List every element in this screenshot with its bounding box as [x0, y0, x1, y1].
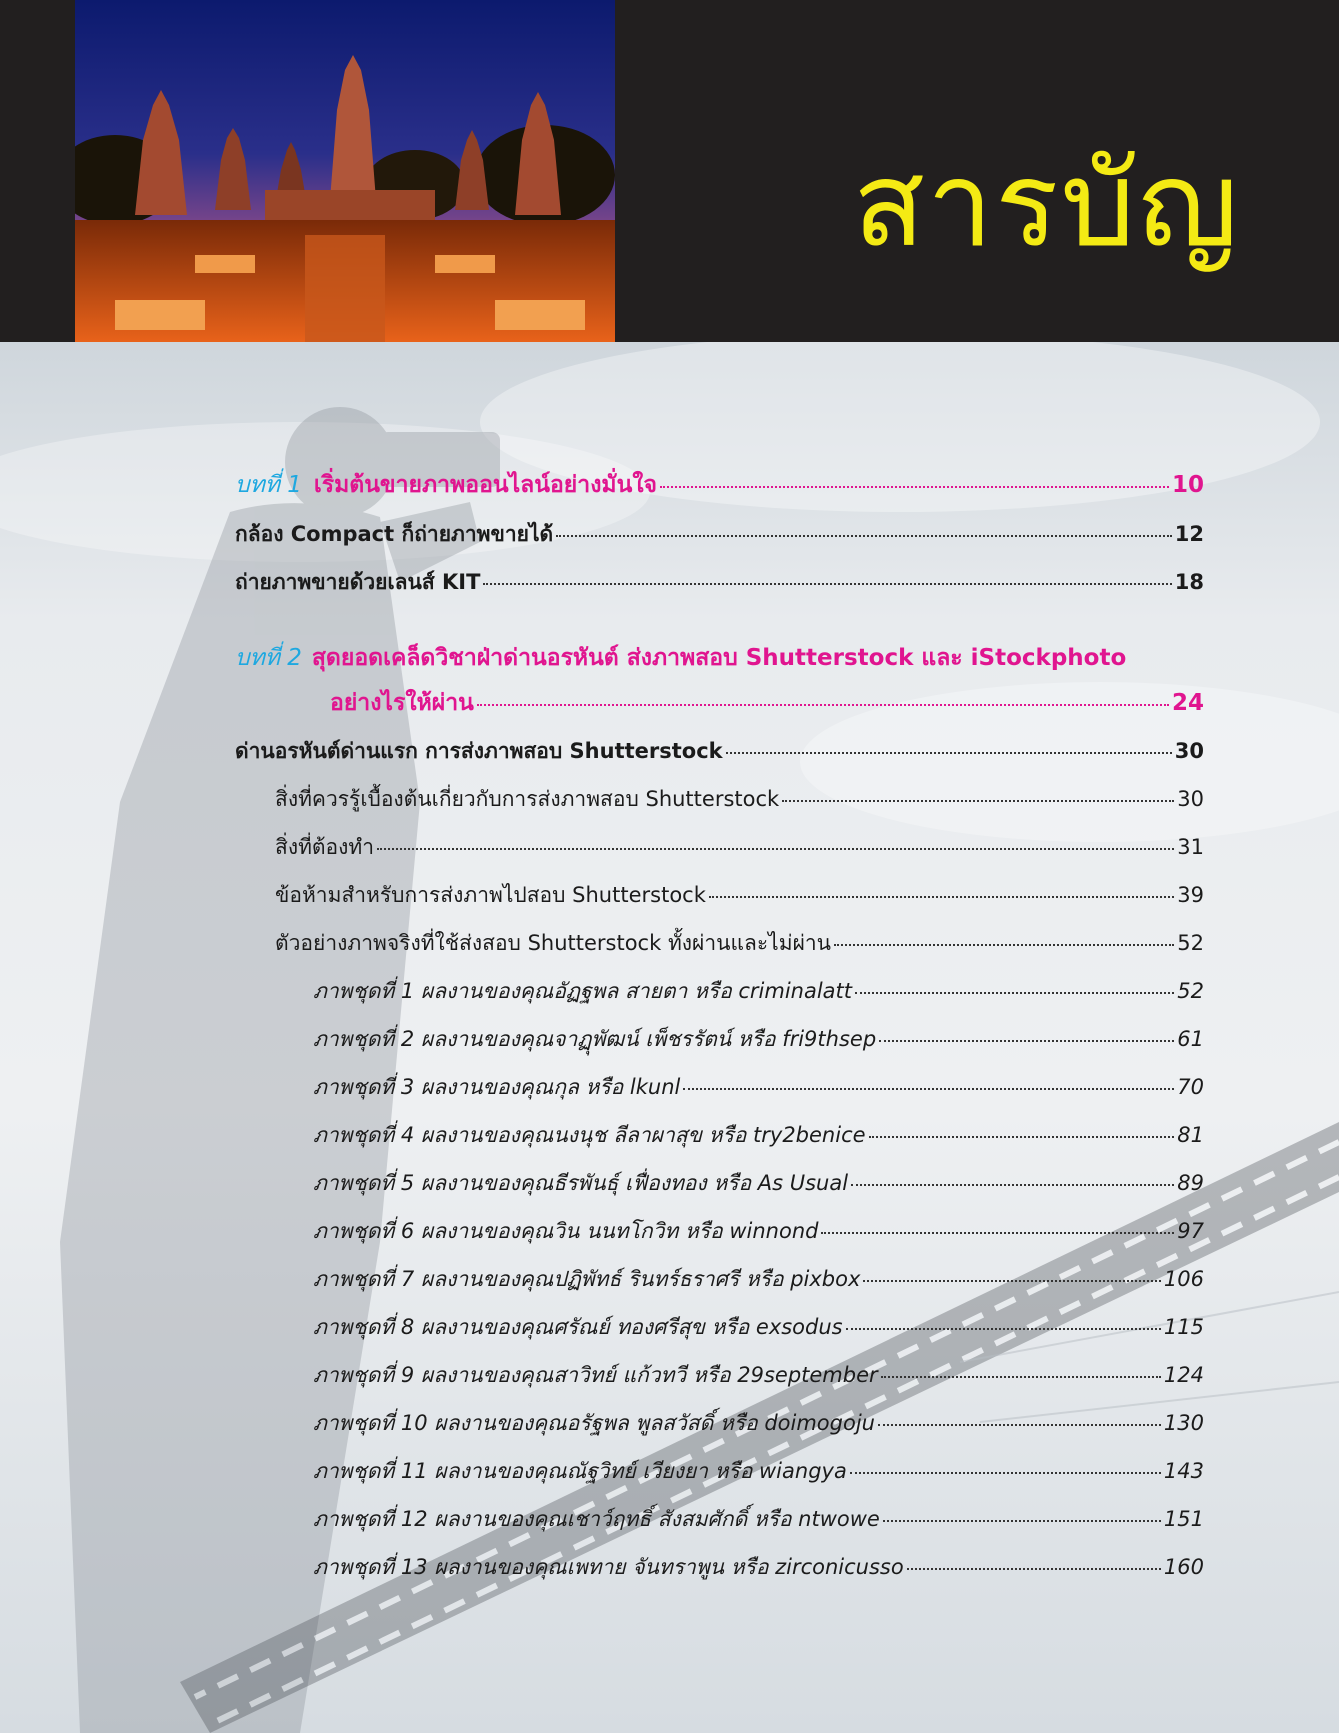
- page-number: 89: [1177, 1171, 1204, 1195]
- page-number: 39: [1177, 883, 1204, 907]
- chapter-label: บทที่ 2: [235, 645, 302, 671]
- toc-subentry[interactable]: [275, 879, 1204, 913]
- page-number: 18: [1174, 570, 1204, 594]
- dot-leader: [907, 1567, 1161, 1570]
- dot-leader: [878, 1423, 1161, 1426]
- dot-leader: [726, 751, 1172, 754]
- page-number: 115: [1163, 1315, 1204, 1339]
- toc-photoset-entry[interactable]: [313, 1023, 1204, 1057]
- entry-title: ข้อห้ามสำหรับการส่งภาพไปสอบ Shutterstock: [275, 883, 706, 907]
- toc-photoset-entry[interactable]: [313, 1119, 1204, 1153]
- toc-photoset-entry[interactable]: [313, 1551, 1204, 1585]
- page-number: 52: [1177, 979, 1204, 1003]
- entry-title: ถ่ายภาพขายด้วยเลนส์ KIT: [235, 570, 481, 594]
- toc-photoset-entry[interactable]: [313, 1167, 1204, 1201]
- toc-section[interactable]: [235, 735, 1204, 769]
- page-number: 10: [1171, 472, 1204, 498]
- page-number: 124: [1163, 1363, 1204, 1387]
- toc-photoset-entry[interactable]: [313, 1455, 1204, 1489]
- dot-leader: [881, 1375, 1161, 1378]
- dot-leader: [869, 1135, 1175, 1138]
- dot-leader: [660, 485, 1169, 488]
- page-number: 31: [1177, 835, 1204, 859]
- page-number: 151: [1163, 1507, 1204, 1531]
- entry-title: ตัวอย่างภาพจริงที่ใช้ส่งสอบ Shutterstock ทั้งผ่านและไม่ผ่าน: [275, 931, 832, 955]
- page-number: 106: [1163, 1267, 1204, 1291]
- dot-leader: [556, 534, 1172, 537]
- toc-photoset-entry[interactable]: [313, 1215, 1204, 1249]
- page-number: 12: [1174, 522, 1204, 546]
- entry-title: ภาพชุดที่ 6 ผลงานของคุณวิน นนทโกวิท หรือ winnond: [313, 1219, 819, 1243]
- entry-title: ภาพชุดที่ 4 ผลงานของคุณนงนุช ลีลาผาสุข หรือ try2benice: [313, 1123, 866, 1147]
- entry-title: ภาพชุดที่ 13 ผลงานของคุณเพทาย จันทราพูน หรือ zirconicusso: [313, 1555, 904, 1579]
- dot-leader: [377, 847, 1174, 850]
- page-number: 24: [1171, 690, 1204, 716]
- page-number: 52: [1177, 931, 1204, 955]
- entry-title: ภาพชุดที่ 2 ผลงานของคุณจาฏุพัฒน์ เพ็ชรรัตน์ หรือ fri9thsep: [313, 1027, 877, 1051]
- section-title: ด่านอรหันต์ด่านแรก การส่งภาพสอบ Shutterstock: [235, 739, 723, 763]
- dot-leader: [483, 582, 1171, 585]
- page-number: 81: [1177, 1123, 1204, 1147]
- toc-subentry[interactable]: [275, 927, 1204, 961]
- dot-leader: [851, 1183, 1174, 1186]
- entry-title: ภาพชุดที่ 5 ผลงานของคุณธีรพันธุ์ เฟื่องทอง หรือ As Usual: [313, 1171, 849, 1195]
- toc-photoset-entry[interactable]: [313, 1503, 1204, 1537]
- page-number: 30: [1174, 739, 1204, 763]
- toc-photoset-entry[interactable]: [313, 1263, 1204, 1297]
- page-number: 97: [1177, 1219, 1204, 1243]
- entry-title: ภาพชุดที่ 3 ผลงานของคุณกุล หรือ lkunl: [313, 1075, 681, 1099]
- page-number: 160: [1163, 1555, 1204, 1579]
- entry-title: ภาพชุดที่ 11 ผลงานของคุณณัฐวิทย์ เวียงยา หรือ wiangya: [313, 1459, 847, 1483]
- chapter-title-line2: อย่างไรให้ผ่าน: [330, 690, 474, 716]
- toc-chapter-1[interactable]: [235, 467, 1204, 501]
- dot-leader: [683, 1087, 1174, 1090]
- entry-title: ภาพชุดที่ 7 ผลงานของคุณปฏิพัทธ์ รินทร์ธราศรี หรือ pixbox: [313, 1267, 861, 1291]
- chapter-title-line1: สุดยอดเคล็ดวิชาฝ่าด่านอรหันต์ ส่งภาพสอบ Shutterstock และ iStockphoto: [311, 645, 1127, 671]
- dot-leader: [846, 1327, 1161, 1330]
- chapter-title: เริ่มต้นขายภาพออนไลน์อย่างมั่นใจ: [313, 472, 658, 498]
- entry-title: ภาพชุดที่ 8 ผลงานของคุณศรัณย์ ทองศรีสุข หรือ exsodus: [313, 1315, 843, 1339]
- toc-photoset-entry[interactable]: [313, 1359, 1204, 1393]
- dot-leader: [821, 1231, 1174, 1234]
- toc-subentry[interactable]: [275, 783, 1204, 817]
- toc-photoset-entry[interactable]: [313, 1407, 1204, 1441]
- toc-photoset-entry[interactable]: [313, 975, 1204, 1009]
- entry-title: ภาพชุดที่ 1 ผลงานของคุณอัฏฐพล สายตา หรือ criminalatt: [313, 979, 853, 1003]
- toc-photoset-entry[interactable]: [313, 1071, 1204, 1105]
- toc-subentry[interactable]: [275, 831, 1204, 865]
- page-number: 61: [1177, 1027, 1204, 1051]
- page-number: 130: [1163, 1411, 1204, 1435]
- entry-title: ภาพชุดที่ 12 ผลงานของคุณเชาว์ฤทธิ์ สังสมศักดิ์ หรือ ntwowe: [313, 1507, 880, 1531]
- dot-leader: [855, 991, 1174, 994]
- dot-leader: [709, 895, 1174, 898]
- entry-title: สิ่งที่ต้องทำ: [275, 835, 375, 859]
- toc-entry[interactable]: [235, 518, 1204, 552]
- toc-chapter-2-line2[interactable]: [330, 685, 1204, 719]
- dot-leader: [883, 1519, 1161, 1522]
- dot-leader: [863, 1279, 1161, 1282]
- chapter-label: บทที่ 1: [235, 472, 302, 498]
- page-number: 30: [1177, 787, 1204, 811]
- dot-leader: [879, 1039, 1174, 1042]
- toc-chapter-2-line1[interactable]: [235, 640, 1126, 676]
- entry-title: สิ่งที่ควรรู้เบื้องต้นเกี่ยวกับการส่งภาพสอบ Shutterstock: [275, 787, 780, 811]
- entry-title: ภาพชุดที่ 9 ผลงานของคุณสาวิทย์ แก้วทวี หรือ 29september: [313, 1363, 878, 1387]
- page-title: สารบัญ: [852, 139, 1240, 271]
- dot-leader: [834, 943, 1174, 946]
- toc-photoset-entry[interactable]: [313, 1311, 1204, 1345]
- dot-leader: [850, 1471, 1161, 1474]
- entry-title: กล้อง Compact ก็ถ่ายภาพขายได้: [235, 522, 554, 546]
- entry-title: ภาพชุดที่ 10 ผลงานของคุณอรัฐพล พูลสวัสดิ์ หรือ doimogoju: [313, 1411, 875, 1435]
- page-number: 143: [1163, 1459, 1204, 1483]
- dot-leader: [782, 799, 1174, 802]
- dot-leader: [477, 703, 1169, 706]
- page-number: 70: [1177, 1075, 1204, 1099]
- toc-entry[interactable]: [235, 566, 1204, 600]
